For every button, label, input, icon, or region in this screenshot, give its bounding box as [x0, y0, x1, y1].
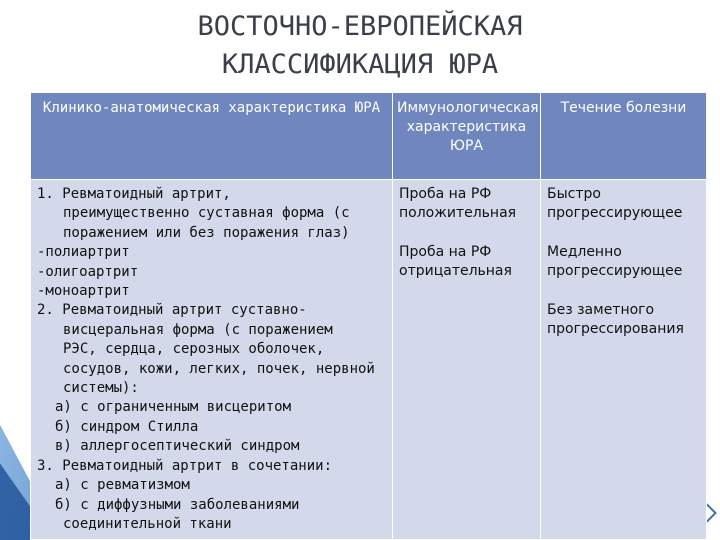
- list-item: преимущественно суставная форма (с: [63, 205, 350, 222]
- list-item: 1. Ревматоидный артрит,: [37, 186, 231, 202]
- list-item: соединительной ткани: [63, 515, 232, 532]
- list-item: 2. Ревматоидный артрит суставно-: [37, 302, 307, 319]
- list-item: в) аллергосептический синдром: [55, 438, 300, 455]
- rf-positive-text: Проба на РФ положительная: [399, 186, 517, 222]
- column-header-course: Течение болезни: [541, 93, 707, 180]
- page-title: [0, 8, 720, 84]
- list-item: висцеральная форма (с поражением: [63, 321, 333, 338]
- table-row: [31, 180, 707, 540]
- list-item: поражением или без поражения глаз): [63, 224, 350, 241]
- column-header-clinical: Клинико-анатомическая характеристика ЮРА: [31, 93, 393, 180]
- list-item: сосудов, кожи, легких, почек, нервной: [63, 360, 375, 377]
- course-none-text: Без заметного прогрессирования: [547, 301, 684, 338]
- course-slow-text: Медленно прогрессирующее: [547, 243, 683, 280]
- title-line-2: КЛАССИФИКАЦИЯ ЮРА: [221, 49, 499, 80]
- course-fast-text: Быстро прогрессирующее: [547, 186, 683, 222]
- column-header-immunological: Иммунологическая характеристика ЮРА: [393, 93, 541, 180]
- course-cell: [541, 180, 707, 540]
- list-item: б) с диффузными заболеваниями: [55, 496, 300, 513]
- list-item: -олигоартрит: [37, 263, 139, 280]
- list-item: -полиартрит: [37, 244, 130, 261]
- list-item: РЭС, сердца, серозных оболочек,: [63, 341, 325, 358]
- immunological-cell: [393, 180, 541, 540]
- spacer: [399, 224, 534, 243]
- list-item: системы):: [63, 380, 139, 397]
- spacer: [547, 224, 700, 243]
- spacer: [547, 282, 700, 301]
- list-item: -моноартрит: [37, 283, 130, 300]
- title-line-1: ВОСТОЧНО-ЕВРОПЕЙСКАЯ: [197, 11, 523, 42]
- list-item: 3. Ревматоидный артрит в сочетании:: [37, 457, 333, 474]
- list-item: а) с ограниченным висцеритом: [55, 399, 292, 416]
- classification-table: [30, 92, 707, 540]
- clinical-cell: [31, 180, 393, 540]
- rf-negative-text: Проба на РФ отрицательная: [399, 243, 512, 280]
- list-item: б) синдром Стилла: [55, 418, 199, 435]
- list-item: а) с ревматизмом: [55, 477, 190, 494]
- table-header-row: [31, 93, 707, 180]
